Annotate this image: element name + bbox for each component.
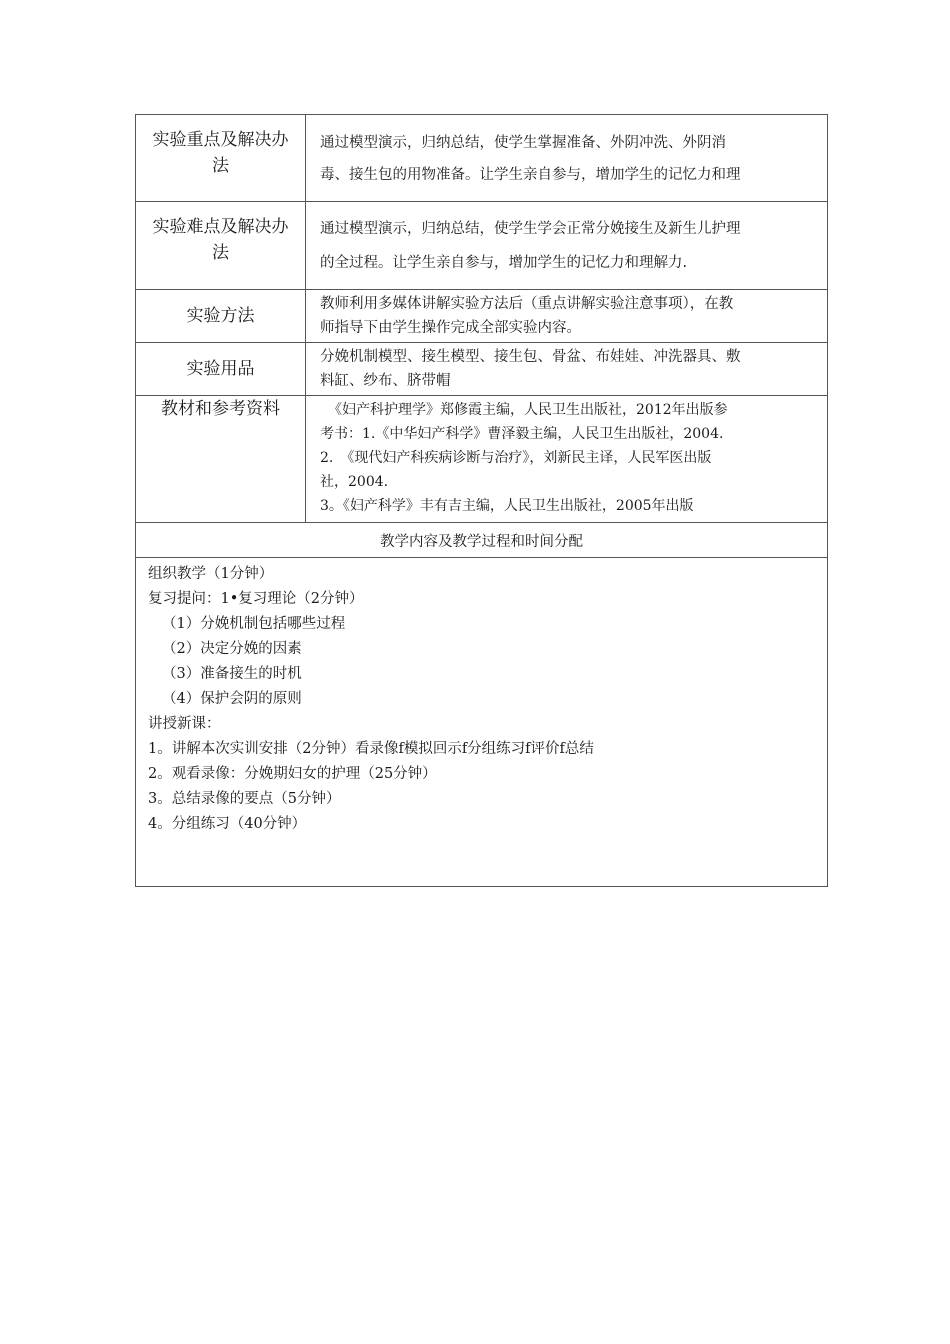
process-line: （2）决定分娩的因素 bbox=[162, 641, 302, 657]
process-line: 4。分组练习（40分钟） bbox=[148, 816, 307, 832]
process-line: 3。总结录像的要点（5分钟） bbox=[148, 791, 341, 807]
row-label bbox=[136, 115, 306, 202]
row-content bbox=[306, 343, 828, 396]
content-line: 考书：1.《中华妇产科学》曹泽毅主编，人民卫生出版社，2004. bbox=[320, 426, 724, 442]
row-label bbox=[136, 202, 306, 290]
row-content bbox=[306, 290, 828, 343]
row-content bbox=[306, 115, 828, 202]
row-content bbox=[306, 202, 828, 290]
label-line: 实验难点及解决办 bbox=[152, 217, 289, 237]
row-content bbox=[306, 396, 828, 523]
content-line: 社，2004. bbox=[320, 474, 389, 490]
content-line: 3。《妇产科学》丰有吉主编，人民卫生出版社，2005年出版 bbox=[320, 498, 694, 514]
table-row-supplies bbox=[136, 343, 828, 396]
process-content bbox=[136, 558, 828, 887]
content-line: 教师利用多媒体讲解实验方法后（重点讲解实验注意事项），在教 bbox=[320, 296, 734, 312]
process-line: 复习提问：1•复习理论（2分钟） bbox=[148, 591, 364, 607]
label-line: 法 bbox=[212, 156, 229, 176]
table-row-difficulties bbox=[136, 202, 828, 290]
content-line: 《妇产科护理学》郑修霞主编，人民卫生出版社，2012年出版参 bbox=[328, 402, 728, 418]
table-row-process bbox=[136, 558, 828, 887]
label-line: 法 bbox=[212, 243, 229, 263]
table-row-section-title bbox=[136, 523, 828, 558]
process-line: （1）分娩机制包括哪些过程 bbox=[162, 616, 346, 632]
process-line: （3）准备接生的时机 bbox=[162, 666, 302, 682]
process-line: （4）保护会阴的原则 bbox=[162, 691, 302, 707]
content-line: 分娩机制模型、接生模型、接生包、骨盆、布娃娃、冲洗器具、敷 bbox=[320, 349, 741, 365]
content-line: 师指导下由学生操作完成全部实验内容。 bbox=[320, 320, 581, 336]
table-row-references bbox=[136, 396, 828, 523]
process-line: 1。讲解本次实训安排（2分钟）看录像f模拟回示f分组练习f评价f总结 bbox=[148, 741, 594, 757]
process-line: 组织教学（1分钟） bbox=[148, 566, 274, 582]
process-line: 讲授新课： bbox=[148, 716, 221, 732]
section-title: 教学内容及教学过程和时间分配 bbox=[136, 523, 828, 558]
lesson-plan-table bbox=[135, 114, 828, 887]
row-label: 教材和参考资料 bbox=[136, 396, 306, 523]
content-line: 料缸、纱布、脐带帽 bbox=[320, 373, 451, 389]
content-line: 的全过程。让学生亲自参与，增加学生的记忆力和理解力. bbox=[320, 255, 688, 271]
row-label: 实验用品 bbox=[136, 343, 306, 396]
label-line: 实验重点及解决办 bbox=[152, 130, 289, 150]
content-line: 毒、接生包的用物准备。让学生亲自参与，增加学生的记忆力和理 bbox=[320, 167, 741, 183]
row-label: 实验方法 bbox=[136, 290, 306, 343]
content-line: 2. 《现代妇产科疾病诊断与治疗》，刘新民主译，人民军医出版 bbox=[320, 450, 712, 466]
table-row-key-points bbox=[136, 115, 828, 202]
process-line: 2。观看录像：分娩期妇女的护理（25分钟） bbox=[148, 766, 437, 782]
content-line: 通过模型演示，归纳总结，使学生学会正常分娩接生及新生儿护理 bbox=[320, 221, 741, 237]
table-row-method bbox=[136, 290, 828, 343]
content-line: 通过模型演示，归纳总结，使学生掌握准备、外阴冲洗、外阴消 bbox=[320, 135, 726, 151]
